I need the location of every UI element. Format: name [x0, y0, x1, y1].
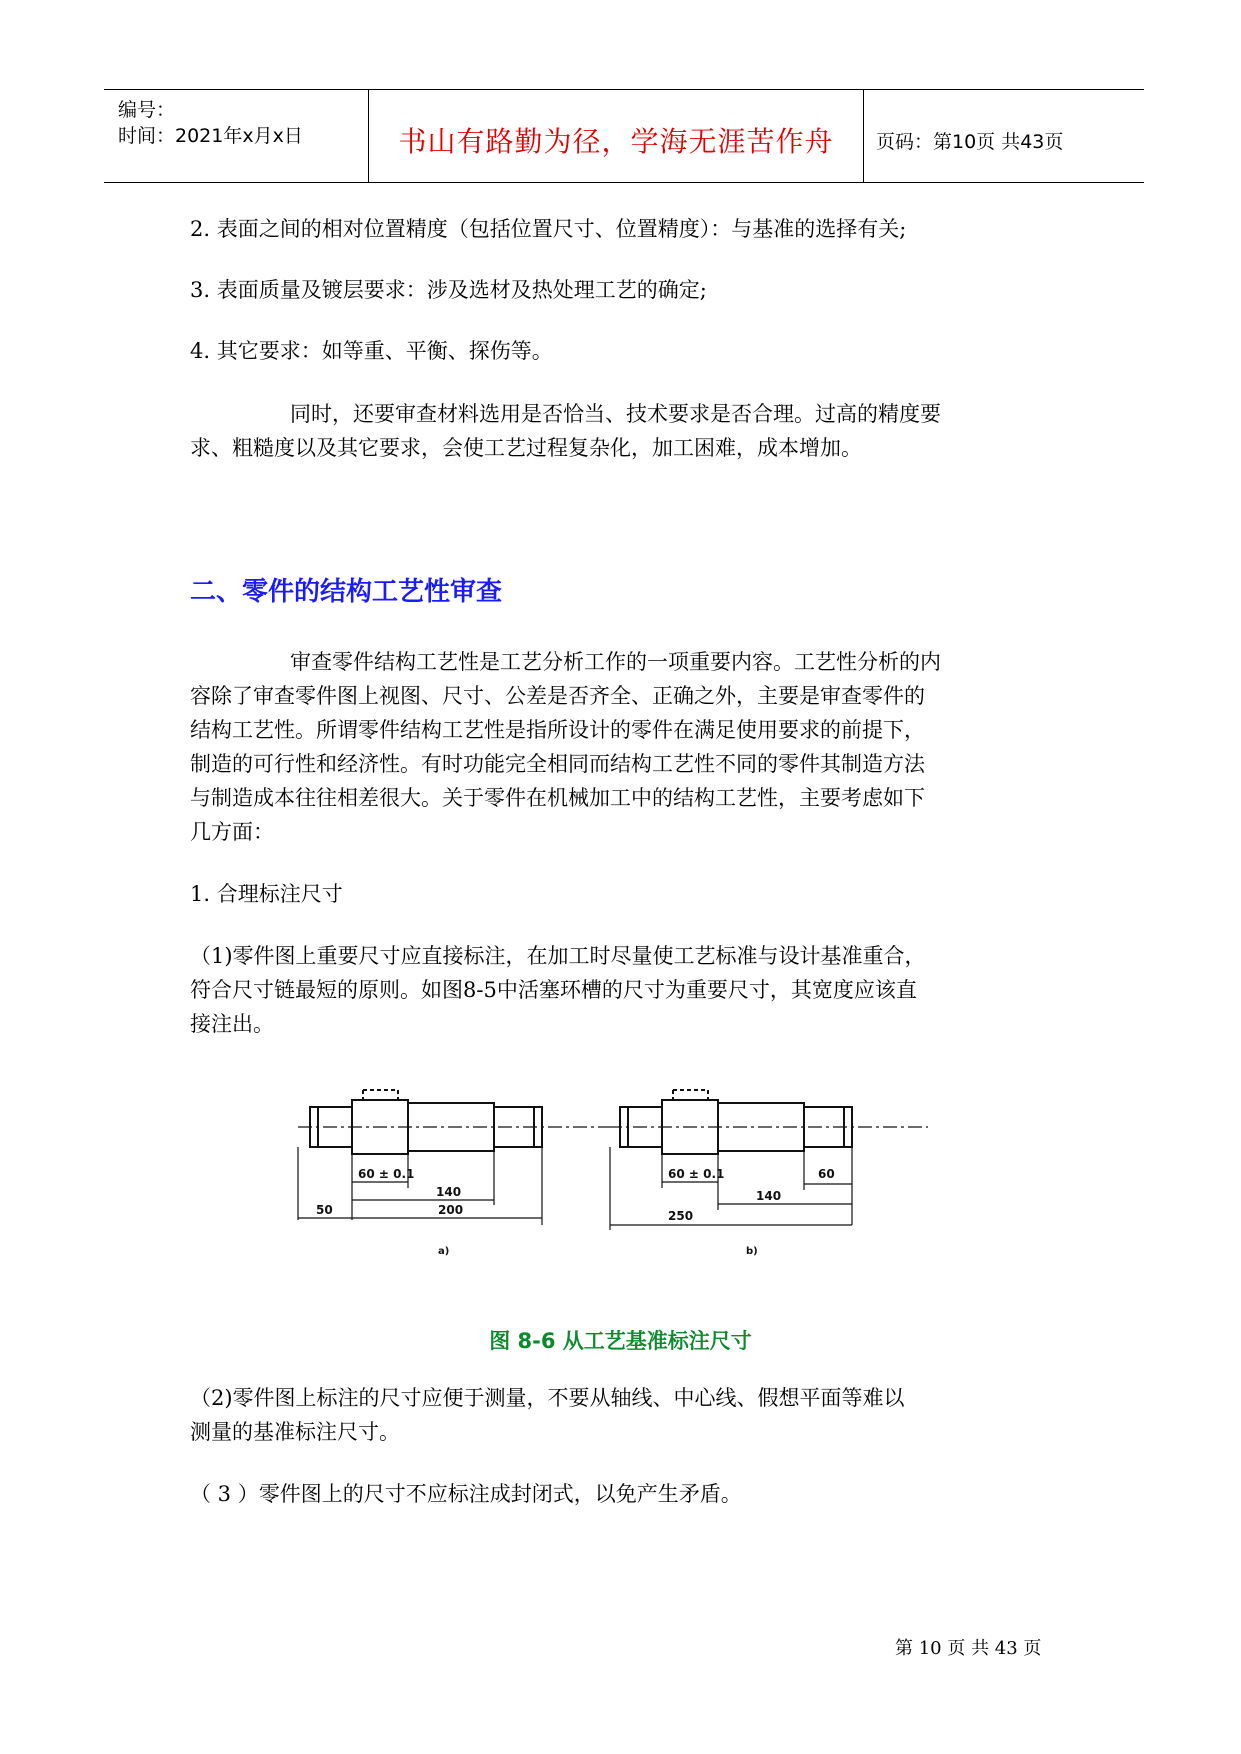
- paragraph-line: （2)零件图上标注的尺寸应便于测量，不要从轴线、中心线、假想平面等难以: [190, 1386, 905, 1410]
- list-item-2: 2. 表面之间的相对位置精度（包括位置尺寸、位置精度）：与基准的选择有关;: [190, 217, 907, 241]
- page-footer: 第 10 页 共 43 页: [895, 1638, 1042, 1659]
- list-item-4: 4. 其它要求：如等重、平衡、探伤等。: [190, 339, 553, 363]
- header-slogan-cell: [369, 90, 864, 182]
- dim-label-b3: 140: [756, 1189, 782, 1203]
- paragraph-line: （1)零件图上重要尺寸应直接标注，在加工时尽量使工艺标准与设计基准重合，: [190, 944, 926, 968]
- figure-caption: 图 8-6 从工艺基准标注尺寸: [489, 1329, 752, 1353]
- paragraph-line: 同时，还要审查材料选用是否恰当、技术要求是否合理。过高的精度要: [290, 402, 941, 426]
- paragraph-line: 与制造成本往往相差很大。关于零件在机械加工中的结构工艺性，主要考虑如下: [190, 786, 925, 810]
- header-page-label: 页码：第10页 共43页: [876, 131, 1064, 153]
- list-item-3: 3. 表面质量及镀层要求：涉及选材及热处理工艺的确定;: [190, 278, 707, 302]
- dim-label-a4: 200: [438, 1203, 464, 1217]
- dim-label-b4: 250: [668, 1209, 694, 1223]
- shaft-dimension-figure: [288, 1070, 978, 1285]
- paragraph-line: 求、粗糙度以及其它要求，会使工艺过程复杂化，加工困难，成本增加。: [190, 436, 862, 460]
- paragraph-line: 结构工艺性。所谓零件结构工艺性是指所设计的零件在满足使用要求的前提下，: [190, 718, 925, 742]
- dim-label-b2: 60: [818, 1167, 835, 1181]
- paragraph-line: 容除了审查零件图上视图、尺寸、公差是否齐全、正确之外，主要是审查零件的: [190, 684, 925, 708]
- paragraph-line: 审查零件结构工艺性是工艺分析工作的一项重要内容。工艺性分析的内: [290, 650, 941, 674]
- paragraph-line: 测量的基准标注尺寸。: [190, 1420, 400, 1444]
- subsection-title: 1. 合理标注尺寸: [190, 882, 343, 906]
- dim-label-b1: 60 ± 0.1: [668, 1167, 725, 1181]
- page-header: [104, 89, 1144, 183]
- number-label: 编号：: [118, 99, 176, 121]
- paragraph-line: 符合尺寸链最短的原则。如图8-5中活塞环槽的尺寸为重要尺寸，其宽度应该直: [190, 978, 917, 1002]
- paragraph-line: （ 3 ）零件图上的尺寸不应标注成封闭式，以免产生矛盾。: [190, 1482, 742, 1506]
- dim-label-a1: 60 ± 0.1: [358, 1167, 415, 1181]
- dim-label-a3: 50: [316, 1203, 333, 1217]
- time-label: 时间：2021年x月x日: [118, 125, 303, 147]
- paragraph-line: 接注出。: [190, 1012, 274, 1036]
- paragraph-line: 几方面：: [190, 820, 274, 844]
- header-slogan: 书山有路勤为径，学海无涯苦作舟: [398, 125, 834, 158]
- header-page-cell: [864, 90, 1144, 182]
- drawing-b-label: b): [746, 1246, 758, 1257]
- section-heading: 二、零件的结构工艺性审查: [190, 577, 503, 607]
- shaft-drawing: [288, 1070, 978, 1285]
- paragraph-line: 制造的可行性和经济性。有时功能完全相同而结构工艺性不同的零件其制造方法: [190, 752, 925, 776]
- drawing-a-label: a): [438, 1246, 450, 1257]
- header-info-cell: [104, 90, 369, 182]
- dim-label-a2: 140: [436, 1185, 462, 1199]
